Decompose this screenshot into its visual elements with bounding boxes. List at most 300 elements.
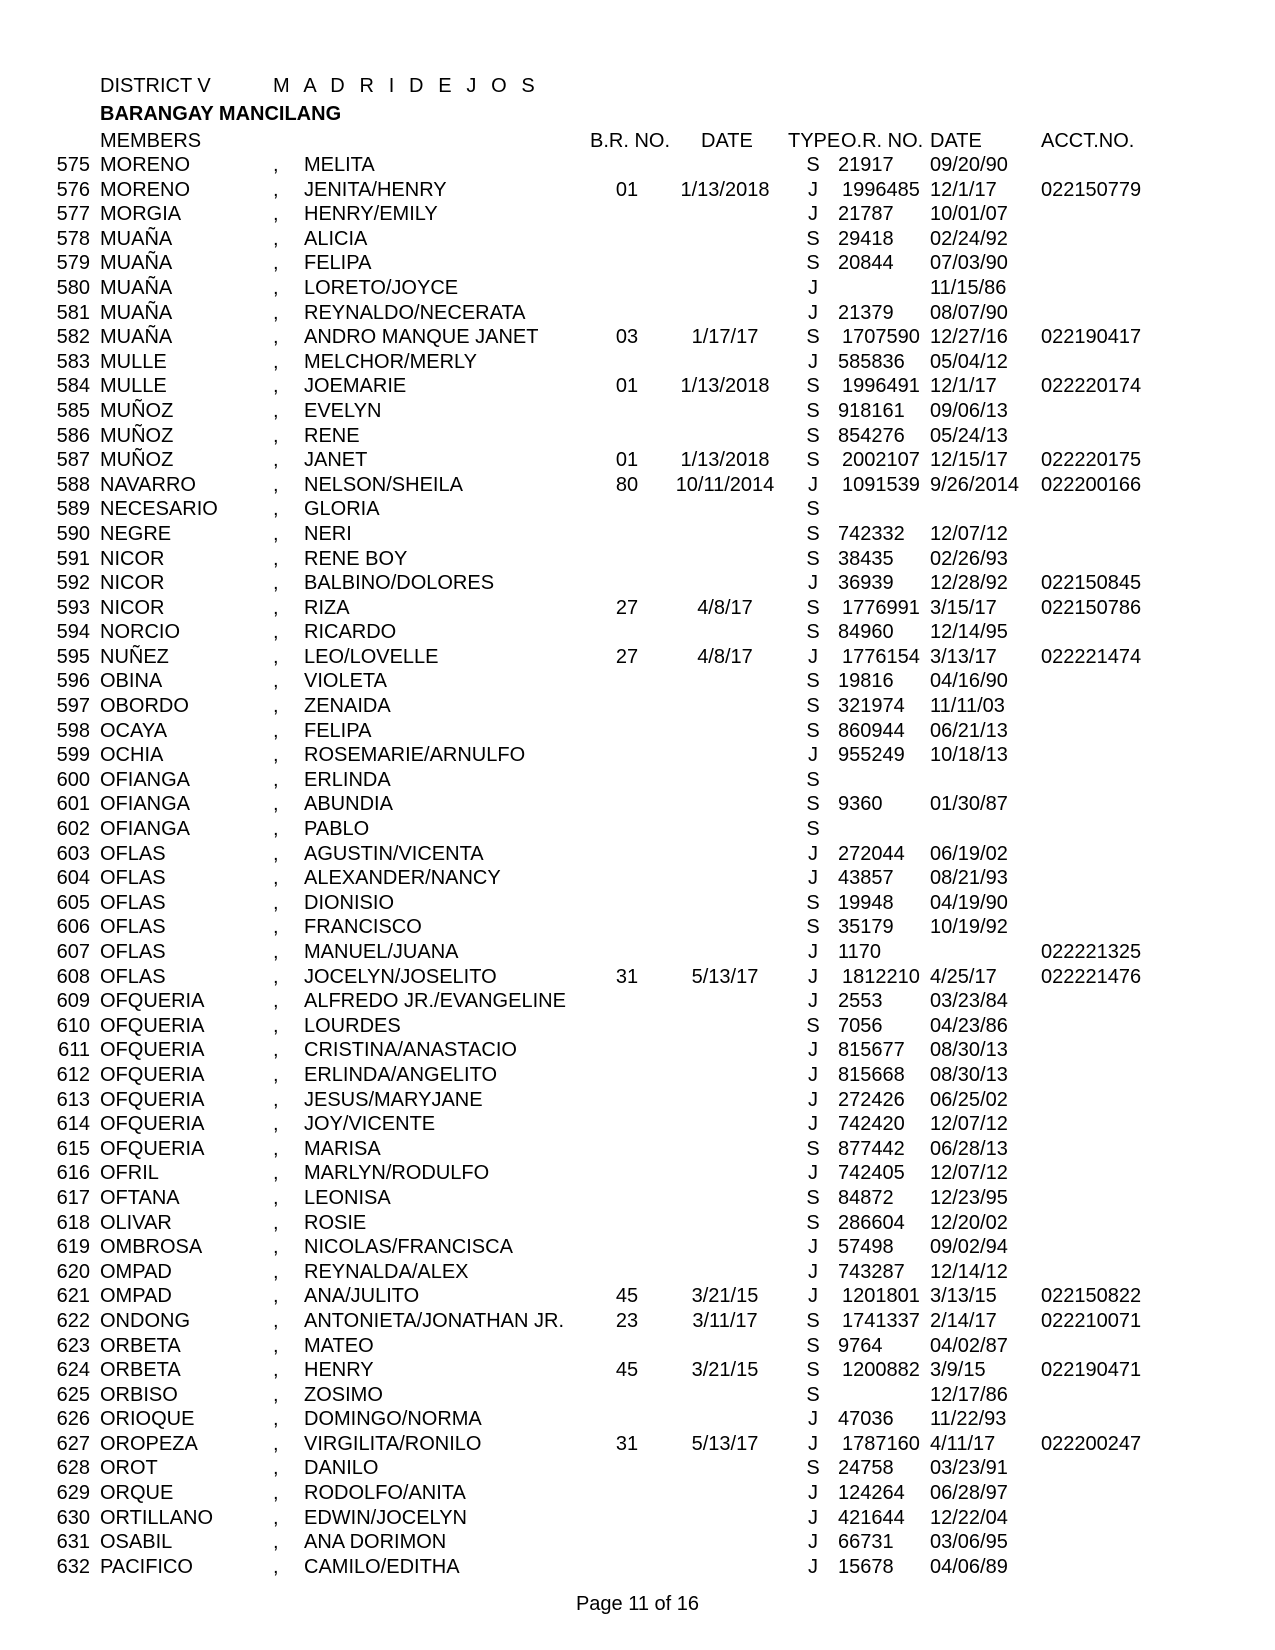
- name-separator: ,: [273, 744, 279, 767]
- barangay-title: BARANGAY MANCILANG: [100, 103, 342, 125]
- last-name: OBORDO: [100, 695, 189, 718]
- name-separator: ,: [273, 252, 279, 275]
- or-date: 01/30/87: [930, 793, 1008, 816]
- br-number: 45: [615, 1285, 639, 1308]
- or-date: 12/22/04: [930, 1506, 1008, 1529]
- last-name: MORGIA: [100, 203, 182, 226]
- name-separator: ,: [273, 941, 279, 963]
- or-number: 1996485: [842, 178, 920, 201]
- table-row: [0, 399, 1275, 424]
- last-name: OLIVAR: [100, 1211, 172, 1234]
- table-row: [0, 202, 1275, 227]
- last-name: MUÑOZ: [100, 424, 174, 447]
- account-number: 022221476: [1041, 965, 1142, 988]
- or-number: 272426: [838, 1088, 905, 1111]
- br-number: 27: [615, 645, 639, 668]
- last-name: NECESARIO: [100, 498, 218, 521]
- last-name: OFQUERIA: [100, 1113, 205, 1136]
- membership-type: J: [808, 572, 818, 595]
- first-name: ALFREDO JR./EVANGELINE: [304, 990, 566, 1013]
- or-number: 742405: [838, 1162, 905, 1185]
- br-date: 1/13/2018: [680, 449, 770, 472]
- last-name: OFQUERIA: [100, 1088, 205, 1111]
- table-row: [0, 719, 1275, 744]
- or-date: 12/1/17: [930, 375, 997, 398]
- name-separator: ,: [273, 1383, 279, 1406]
- br-number: 23: [615, 1309, 639, 1332]
- or-date: 11/15/86: [930, 276, 1007, 299]
- last-name: MUAÑA: [100, 326, 173, 349]
- table-row: [0, 1506, 1275, 1531]
- table-row: [0, 1014, 1275, 1039]
- last-name: OFLAS: [100, 965, 166, 988]
- or-date: 12/07/12: [930, 522, 1008, 545]
- name-separator: ,: [273, 1113, 279, 1136]
- first-name: HENRY: [304, 1359, 374, 1382]
- name-separator: ,: [273, 276, 279, 299]
- name-separator: ,: [273, 522, 279, 545]
- row-number: 576: [56, 178, 90, 201]
- membership-type: S: [806, 768, 820, 791]
- or-number: 421644: [838, 1506, 905, 1529]
- first-name: MELITA: [304, 154, 375, 176]
- membership-type: J: [808, 842, 818, 865]
- name-separator: ,: [273, 203, 279, 226]
- last-name: OFQUERIA: [100, 1039, 205, 1062]
- or-date: 06/28/13: [930, 1137, 1008, 1160]
- table-row: [0, 227, 1275, 252]
- name-separator: ,: [273, 1408, 279, 1431]
- last-name: NEGRE: [100, 522, 172, 545]
- account-number: 022220174: [1041, 375, 1142, 398]
- br-date: 3/11/17: [692, 1309, 758, 1332]
- name-separator: ,: [273, 1088, 279, 1111]
- last-name: MUAÑA: [100, 227, 173, 250]
- row-number: 627: [56, 1432, 90, 1455]
- name-separator: ,: [273, 793, 279, 816]
- table-row: [0, 1456, 1275, 1481]
- membership-type: S: [806, 547, 820, 570]
- first-name: DANILO: [304, 1457, 379, 1480]
- column-header-acct-no: ACCT.NO.: [1041, 130, 1135, 152]
- name-separator: ,: [273, 645, 279, 668]
- table-row: [0, 1432, 1275, 1457]
- table-row: [0, 1530, 1275, 1555]
- row-number: 628: [56, 1457, 90, 1480]
- br-date: 5/13/17: [691, 965, 759, 988]
- account-number: 022200166: [1041, 473, 1142, 496]
- name-separator: ,: [273, 1334, 279, 1357]
- or-number: 43857: [838, 867, 894, 890]
- first-name: ANA/JULITO: [304, 1285, 420, 1308]
- first-name: ERLINDA/ANGELITO: [304, 1063, 498, 1086]
- membership-type: J: [808, 867, 818, 890]
- last-name: MULLE: [100, 350, 167, 373]
- table-row: [0, 374, 1275, 399]
- or-date: 03/23/91: [930, 1457, 1008, 1480]
- or-number: 272044: [838, 842, 905, 865]
- or-date: 02/24/92: [930, 227, 1008, 250]
- first-name: RENE BOY: [304, 547, 408, 570]
- first-name: VIOLETA: [304, 670, 387, 693]
- br-number: 03: [615, 326, 639, 349]
- last-name: MUAÑA: [100, 276, 173, 299]
- or-date: 3/9/15: [930, 1359, 986, 1382]
- name-separator: ,: [273, 1236, 279, 1259]
- table-row: [0, 448, 1275, 473]
- membership-type: J: [808, 1555, 818, 1578]
- membership-type: J: [808, 965, 818, 988]
- table-row: [0, 669, 1275, 694]
- first-name: NERI: [304, 522, 352, 545]
- row-number: 577: [56, 203, 90, 226]
- or-date: 03/06/95: [930, 1531, 1008, 1554]
- name-separator: ,: [273, 1014, 279, 1037]
- or-date: 04/19/90: [930, 891, 1008, 914]
- last-name: OFLAS: [100, 891, 166, 914]
- last-name: NUÑEZ: [100, 645, 169, 668]
- table-row: [0, 1063, 1275, 1088]
- membership-type: S: [806, 1309, 820, 1332]
- first-name: NICOLAS/FRANCISCA: [304, 1236, 513, 1259]
- membership-type: S: [806, 1457, 820, 1480]
- or-date: 10/18/13: [930, 744, 1008, 767]
- membership-type: J: [808, 941, 818, 963]
- br-date: 3/21/15: [691, 1285, 759, 1308]
- table-row: [0, 1137, 1275, 1162]
- or-date: 06/25/02: [930, 1088, 1008, 1111]
- table-row: [0, 620, 1275, 645]
- last-name: MULLE: [100, 375, 167, 398]
- br-number: 01: [615, 178, 639, 201]
- row-number: 585: [56, 399, 90, 422]
- table-row: [0, 1481, 1275, 1506]
- first-name: JANET: [304, 449, 368, 472]
- or-date: 12/28/92: [930, 572, 1008, 595]
- membership-type: J: [808, 301, 818, 324]
- row-number: 589: [56, 498, 90, 521]
- row-number: 610: [56, 1014, 90, 1037]
- row-number: 614: [56, 1113, 90, 1136]
- membership-type: S: [806, 1186, 820, 1209]
- membership-type: J: [808, 1088, 818, 1111]
- last-name: OFTANA: [100, 1186, 180, 1209]
- last-name: ONDONG: [100, 1309, 190, 1332]
- or-number: 20844: [838, 252, 894, 275]
- membership-type: S: [806, 498, 820, 521]
- membership-type: J: [808, 1260, 818, 1283]
- first-name: ANDRO MANQUE JANET: [304, 326, 539, 349]
- membership-type: S: [806, 621, 820, 644]
- name-separator: ,: [273, 719, 279, 742]
- name-separator: ,: [273, 399, 279, 422]
- or-number: 815677: [838, 1039, 905, 1062]
- table-row: [0, 571, 1275, 596]
- or-number: 84872: [838, 1186, 894, 1209]
- row-number: 608: [56, 965, 90, 988]
- table-row: [0, 989, 1275, 1014]
- or-date: 12/17/86: [930, 1383, 1008, 1406]
- or-number: 38435: [838, 547, 894, 570]
- membership-type: S: [806, 522, 820, 545]
- last-name: MUAÑA: [100, 252, 173, 275]
- last-name: MUÑOZ: [100, 399, 174, 422]
- last-name: MUÑOZ: [100, 449, 174, 472]
- or-date: 09/06/13: [930, 399, 1008, 422]
- or-number: 36939: [838, 572, 894, 595]
- name-separator: ,: [273, 1063, 279, 1086]
- row-number: 630: [56, 1506, 90, 1529]
- row-number: 584: [56, 375, 90, 398]
- last-name: OFQUERIA: [100, 990, 205, 1013]
- account-number: 022150845: [1041, 572, 1142, 595]
- row-number: 600: [56, 768, 90, 791]
- last-name: OFIANGA: [100, 818, 191, 841]
- last-name: ORBETA: [100, 1334, 181, 1357]
- or-number: 19816: [838, 670, 894, 693]
- or-date: 3/15/17: [930, 596, 997, 619]
- first-name: EVELYN: [304, 399, 382, 422]
- or-number: 9360: [838, 793, 883, 816]
- table-row: [0, 424, 1275, 449]
- or-number: 2002107: [842, 449, 920, 472]
- name-separator: ,: [273, 326, 279, 349]
- or-date: 3/13/17: [930, 645, 997, 668]
- last-name: NORCIO: [100, 621, 180, 644]
- membership-type: S: [806, 227, 820, 250]
- or-number: 66731: [838, 1531, 894, 1554]
- first-name: FRANCISCO: [304, 916, 422, 939]
- first-name: FELIPA: [304, 252, 372, 275]
- table-row: [0, 153, 1275, 178]
- town-name: M A D R I D E J O S: [273, 75, 540, 97]
- account-number: 022221325: [1041, 941, 1142, 963]
- first-name: MATEO: [304, 1334, 374, 1357]
- first-name: FELIPA: [304, 719, 372, 742]
- table-row: [0, 350, 1275, 375]
- table-row: [0, 645, 1275, 670]
- table-row: [0, 792, 1275, 817]
- last-name: MORENO: [100, 154, 190, 176]
- or-number: 742332: [838, 522, 905, 545]
- or-date: 06/21/13: [930, 719, 1008, 742]
- or-number: 742420: [838, 1113, 905, 1136]
- membership-type: J: [808, 1113, 818, 1136]
- row-number: 623: [56, 1334, 90, 1357]
- row-number: 586: [56, 424, 90, 447]
- or-number: 1200882: [842, 1359, 920, 1382]
- membership-type: J: [808, 1039, 818, 1062]
- name-separator: ,: [273, 572, 279, 595]
- membership-type: S: [806, 793, 820, 816]
- name-separator: ,: [273, 916, 279, 939]
- row-number: 626: [56, 1408, 90, 1431]
- table-row: [0, 817, 1275, 842]
- table-row: [0, 1260, 1275, 1285]
- last-name: OFLAS: [100, 842, 166, 865]
- account-number: 022190417: [1041, 326, 1142, 349]
- table-row: [0, 1161, 1275, 1186]
- last-name: OMPAD: [100, 1285, 172, 1308]
- br-number: 31: [615, 1432, 639, 1455]
- membership-type: S: [806, 719, 820, 742]
- page-number: Page 11 of 16: [575, 1593, 700, 1615]
- membership-type: J: [808, 178, 818, 201]
- last-name: OSABIL: [100, 1531, 173, 1554]
- name-separator: ,: [273, 350, 279, 373]
- first-name: PABLO: [304, 818, 370, 841]
- or-date: 04/06/89: [930, 1555, 1008, 1578]
- or-date: 12/07/12: [930, 1113, 1008, 1136]
- or-date: 12/14/95: [930, 621, 1008, 644]
- name-separator: ,: [273, 1260, 279, 1283]
- first-name: VIRGILITA/RONILO: [304, 1432, 482, 1455]
- table-row: [0, 251, 1275, 276]
- row-number: 583: [56, 350, 90, 373]
- membership-type: J: [808, 1506, 818, 1529]
- first-name: LEONISA: [304, 1186, 391, 1209]
- or-number: 815668: [838, 1063, 905, 1086]
- or-date: 12/07/12: [930, 1162, 1008, 1185]
- name-separator: ,: [273, 498, 279, 521]
- member-list: [0, 153, 1275, 1579]
- table-row: [0, 1383, 1275, 1408]
- name-separator: ,: [273, 818, 279, 841]
- name-separator: ,: [273, 621, 279, 644]
- last-name: NICOR: [100, 596, 165, 619]
- account-number: 022221474: [1041, 645, 1142, 668]
- row-number: 601: [56, 793, 90, 816]
- or-date: 10/19/92: [930, 916, 1008, 939]
- or-date: 11/22/93: [930, 1408, 1007, 1431]
- last-name: NAVARRO: [100, 473, 196, 496]
- table-row: [0, 1186, 1275, 1211]
- br-number: 27: [615, 596, 639, 619]
- row-number: 616: [56, 1162, 90, 1185]
- membership-type: J: [808, 1531, 818, 1554]
- or-number: 2553: [838, 990, 883, 1013]
- name-separator: ,: [273, 1506, 279, 1529]
- first-name: LOURDES: [304, 1014, 401, 1037]
- first-name: DOMINGO/NORMA: [304, 1408, 482, 1431]
- table-row: [0, 1334, 1275, 1359]
- or-number: 15678: [838, 1555, 894, 1578]
- or-number: 57498: [838, 1236, 894, 1259]
- last-name: ORTILLANO: [100, 1506, 213, 1529]
- name-separator: ,: [273, 154, 279, 176]
- first-name: NELSON/SHEILA: [304, 473, 463, 496]
- membership-type: J: [808, 1162, 818, 1185]
- br-number: 45: [615, 1359, 639, 1382]
- column-header-br-no: B.R. NO.: [590, 130, 671, 152]
- name-separator: ,: [273, 1555, 279, 1578]
- br-date: 1/13/2018: [680, 375, 770, 398]
- account-number: 022210071: [1041, 1309, 1142, 1332]
- or-number: 9764: [838, 1334, 883, 1357]
- name-separator: ,: [273, 1137, 279, 1160]
- membership-type: J: [808, 350, 818, 373]
- first-name: JESUS/MARYJANE: [304, 1088, 483, 1111]
- membership-type: S: [806, 375, 820, 398]
- row-number: 575: [56, 154, 90, 176]
- row-number: 618: [56, 1211, 90, 1234]
- table-row: [0, 743, 1275, 768]
- or-number: 918161: [838, 399, 905, 422]
- table-row: [0, 940, 1275, 965]
- or-number: 29418: [838, 227, 894, 250]
- membership-type: S: [806, 1211, 820, 1234]
- or-number: 854276: [838, 424, 905, 447]
- br-date: 3/21/15: [691, 1359, 759, 1382]
- first-name: MARISA: [304, 1137, 381, 1160]
- row-number: 602: [56, 818, 90, 841]
- name-separator: ,: [273, 1359, 279, 1382]
- or-date: 08/30/13: [930, 1039, 1008, 1062]
- membership-type: J: [808, 1408, 818, 1431]
- name-separator: ,: [273, 375, 279, 398]
- or-number: 1170: [838, 941, 882, 963]
- or-date: 09/20/90: [930, 154, 1008, 176]
- membership-type: S: [806, 891, 820, 914]
- name-separator: ,: [273, 424, 279, 447]
- first-name: JOY/VICENTE: [304, 1113, 436, 1136]
- row-number: 580: [56, 276, 90, 299]
- or-number: 84960: [838, 621, 894, 644]
- or-date: 12/27/16: [930, 326, 1008, 349]
- last-name: OFQUERIA: [100, 1063, 205, 1086]
- or-date: 08/30/13: [930, 1063, 1008, 1086]
- or-date: 11/11/03: [930, 695, 1005, 718]
- membership-type: J: [808, 1236, 818, 1259]
- br-date: 5/13/17: [691, 1432, 759, 1455]
- last-name: OMBROSA: [100, 1236, 203, 1259]
- last-name: NICOR: [100, 572, 165, 595]
- membership-type: S: [806, 1137, 820, 1160]
- first-name: MARLYN/RODULFO: [304, 1162, 490, 1185]
- row-number: 604: [56, 867, 90, 890]
- table-row: [0, 497, 1275, 522]
- first-name: RENE: [304, 424, 360, 447]
- membership-type: S: [806, 1014, 820, 1037]
- membership-type: J: [808, 645, 818, 668]
- membership-type: S: [806, 916, 820, 939]
- first-name: REYNALDA/ALEX: [304, 1260, 469, 1283]
- row-number: 617: [56, 1186, 90, 1209]
- first-name: RIZA: [304, 596, 350, 619]
- name-separator: ,: [273, 301, 279, 324]
- column-header-or-no: O.R. NO.: [841, 130, 924, 152]
- account-number: 022150786: [1041, 596, 1142, 619]
- or-number: 1776154: [842, 645, 920, 668]
- account-number: 022200247: [1041, 1432, 1142, 1455]
- membership-type: S: [806, 154, 820, 176]
- br-number: 80: [615, 473, 639, 496]
- row-number: 619: [56, 1236, 90, 1259]
- row-number: 595: [56, 645, 90, 668]
- first-name: EDWIN/JOCELYN: [304, 1506, 467, 1529]
- or-date: 12/14/12: [930, 1260, 1008, 1283]
- or-date: 06/28/97: [930, 1482, 1008, 1505]
- br-number: 01: [615, 375, 639, 398]
- table-row: [0, 965, 1275, 990]
- first-name: ANTONIETA/JONATHAN JR.: [304, 1309, 565, 1332]
- table-row: [0, 1235, 1275, 1260]
- first-name: HENRY/EMILY: [304, 203, 438, 226]
- table-row: [0, 842, 1275, 867]
- row-number: 624: [56, 1359, 90, 1382]
- row-number: 629: [56, 1482, 90, 1505]
- first-name: ERLINDA: [304, 768, 391, 791]
